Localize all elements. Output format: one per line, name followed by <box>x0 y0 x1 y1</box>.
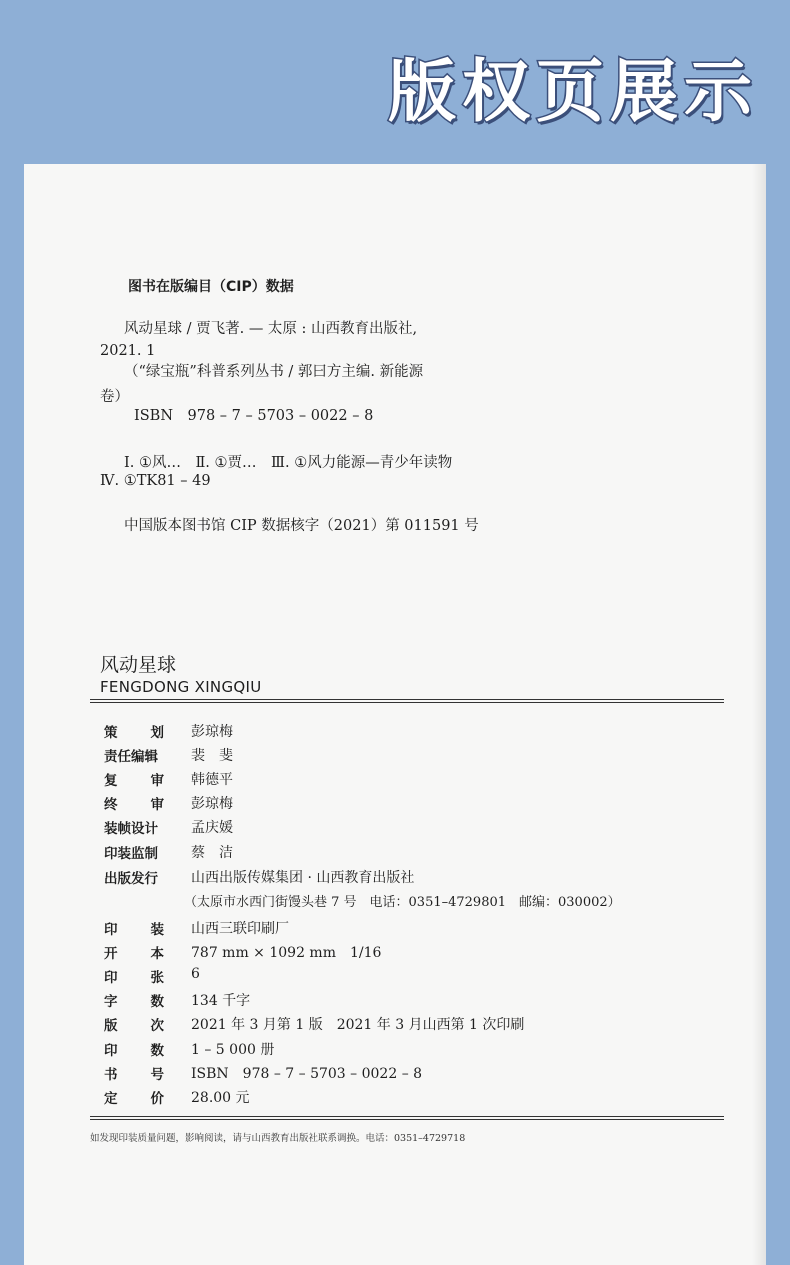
info-label: 书 号 <box>104 1067 164 1083</box>
info-label: 终 审 <box>104 797 164 813</box>
info-row-review <box>24 769 766 791</box>
info-row-planning <box>24 721 766 743</box>
info-label: 印装监制 <box>104 846 158 862</box>
copyright-page <box>24 164 766 1265</box>
info-value: 6 <box>191 966 200 982</box>
info-row-print-run <box>24 1039 766 1061</box>
info-label: 印 装 <box>104 922 164 938</box>
cip-heading: 图书在版编目（CIP）数据 <box>128 279 294 295</box>
divider-bottom-inner <box>90 1119 724 1120</box>
info-row-editor <box>24 745 766 767</box>
info-row-word-count <box>24 990 766 1012</box>
info-value: 蔡 洁 <box>191 845 233 861</box>
info-row-edition <box>24 1014 766 1036</box>
info-value: 1 – 5 000 册 <box>191 1042 275 1058</box>
info-label: 复 审 <box>104 773 164 789</box>
cip-line-classification-code: Ⅳ. ①TK81 – 49 <box>100 473 211 489</box>
info-value: 787 mm × 1092 mm 1/16 <box>191 945 382 961</box>
cip-line-series: （“绿宝瓶”科普系列丛书 / 郭曰方主编. 新能源 <box>124 364 424 380</box>
book-title: 风动星球 <box>100 654 177 676</box>
cip-line-series-end: 卷） <box>100 389 129 405</box>
info-row-format <box>24 942 766 964</box>
info-value: 韩德平 <box>191 772 233 788</box>
footer-note: 如发现印装质量问题，影响阅读，请与山西教育出版社联系调换。电话：0351–4729718 <box>90 1133 466 1144</box>
divider-top <box>90 699 724 700</box>
info-label: 印 数 <box>104 1043 164 1059</box>
cip-line-date: 2021. 1 <box>100 343 156 359</box>
info-value: 2021 年 3 月第 1 版 2021 年 3 月山西第 1 次印刷 <box>191 1017 525 1033</box>
banner-title: 版权页展示 <box>387 53 758 132</box>
cip-line-title: 风动星球 / 贾飞著. — 太原 : 山西教育出版社, <box>124 321 418 337</box>
divider-bottom <box>90 1116 724 1117</box>
header-banner <box>0 0 790 164</box>
info-label: 出版发行 <box>104 871 158 887</box>
info-row-design <box>24 817 766 839</box>
info-row-printer <box>24 918 766 940</box>
info-label: 印 张 <box>104 970 164 986</box>
info-label: 装帧设计 <box>104 821 158 837</box>
divider-top-inner <box>90 702 724 703</box>
info-label: 字 数 <box>104 994 164 1010</box>
info-label: 定 价 <box>104 1091 164 1107</box>
info-row-publisher-address <box>24 891 766 913</box>
info-value: 孟庆媛 <box>191 820 233 836</box>
info-value: 彭琼梅 <box>191 796 233 812</box>
info-label: 版 次 <box>104 1018 164 1034</box>
info-row-sheets <box>24 966 766 988</box>
info-label: 责任编辑 <box>104 749 158 765</box>
info-value: 彭琼梅 <box>191 724 233 740</box>
info-label: 开 本 <box>104 946 164 962</box>
info-row-print-supervision <box>24 842 766 864</box>
cip-line-record-number: 中国版本图书馆 CIP 数据核字（2021）第 011591 号 <box>124 518 479 534</box>
info-row-publisher <box>24 867 766 889</box>
info-row-price <box>24 1087 766 1109</box>
info-value: （太原市水西门街馒头巷 7 号 电话：0351–4729801 邮编：030002） <box>184 895 621 910</box>
info-value: 28.00 元 <box>191 1090 250 1106</box>
info-value: 134 千字 <box>191 993 251 1009</box>
book-title-pinyin: FENGDONG XINGQIU <box>100 678 262 696</box>
info-row-final-review <box>24 793 766 815</box>
info-value: 裴 斐 <box>191 748 233 764</box>
cip-line-isbn: ISBN 978 – 7 – 5703 – 0022 – 8 <box>134 408 374 424</box>
info-value: 山西出版传媒集团 · 山西教育出版社 <box>191 870 415 886</box>
cip-line-classification: Ⅰ. ①风… Ⅱ. ①贾… Ⅲ. ①风力能源—青少年读物 <box>124 455 453 471</box>
info-value: ISBN 978 – 7 – 5703 – 0022 – 8 <box>191 1066 423 1082</box>
info-label: 策 划 <box>104 725 164 741</box>
info-value: 山西三联印刷厂 <box>191 921 289 937</box>
info-row-isbn <box>24 1063 766 1085</box>
